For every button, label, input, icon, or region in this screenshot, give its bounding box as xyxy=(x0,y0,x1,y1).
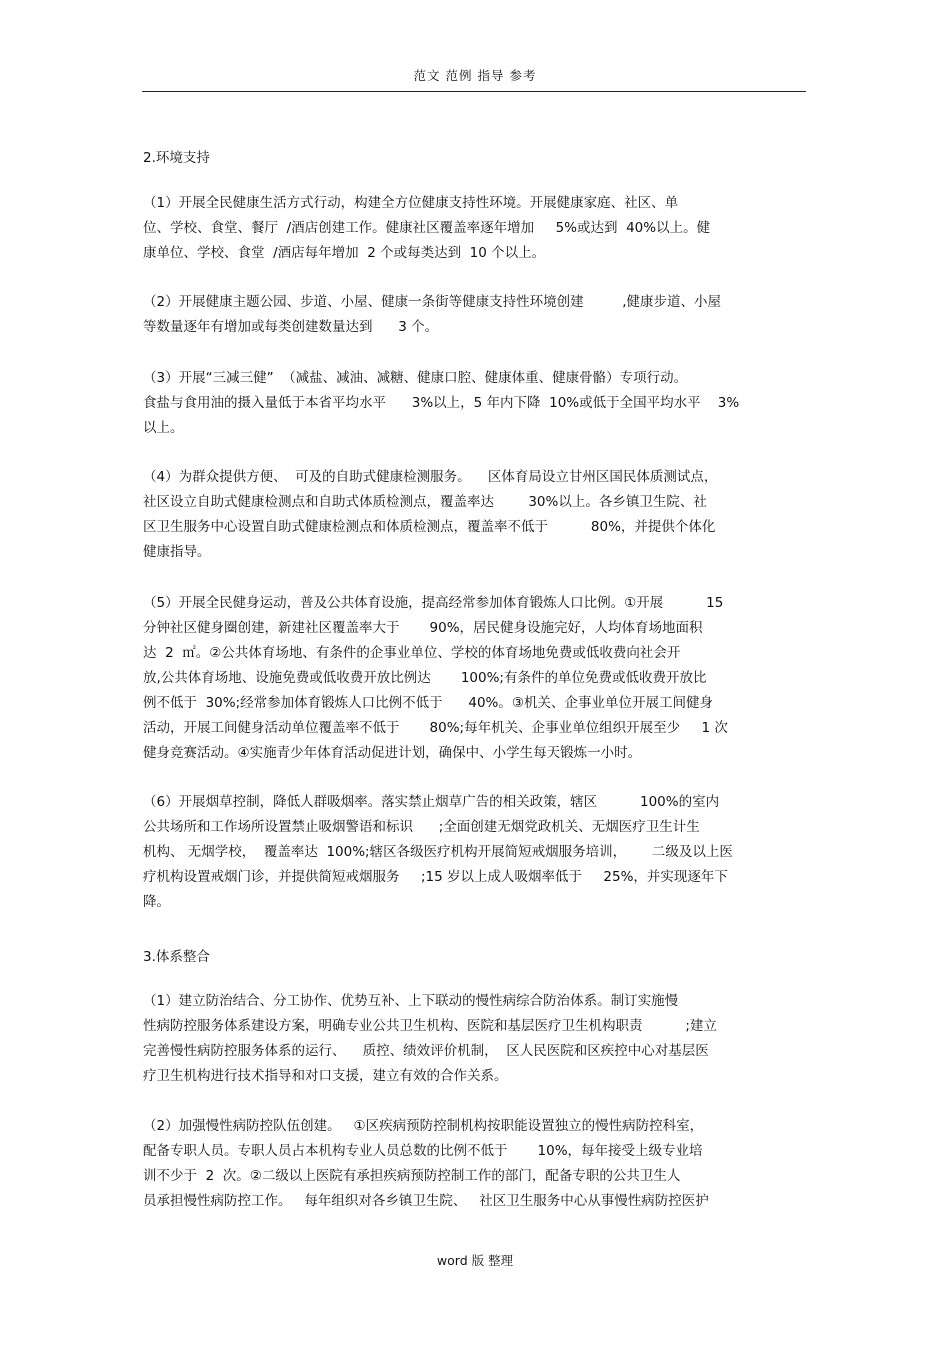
text-line: （5）开展全民健身运动，普及公共体育设施，提高经常参加体育锻炼人口比例。①开展 15 xyxy=(143,595,724,611)
text-line: 以上。 xyxy=(143,420,184,436)
text-line: 配备专职人员。专职人员占本机构专业人员总数的比例不低于 10%，每年接受上级专业培 xyxy=(143,1143,703,1159)
text-line: （6）开展烟草控制，降低人群吸烟率。落实禁止烟草广告的相关政策，辖区 100%的室内 xyxy=(143,794,720,810)
text-line: 分钟社区健身圈创建，新建社区覆盖率大于 90%，居民健身设施完好，人均体育场地面积 xyxy=(143,620,703,636)
text-line: 等数量逐年有增加或每类创建数量达到 3 个。 xyxy=(143,319,439,335)
header-rule xyxy=(142,91,806,92)
text-line: 区卫生服务中心设置自助式健康检测点和体质检测点，覆盖率不低于 80%，并提供个体化 xyxy=(143,519,716,535)
text-line: （1）建立防治结合、分工协作、优势互补、上下联动的慢性病综合防治体系。制订实施慢 xyxy=(143,993,679,1009)
text-line: 食盐与食用油的摄入量低于本省平均水平 3%以上，5 年内下降 10%或低于全国平均水平 3% xyxy=(143,395,740,411)
text-line: 活动，开展工间健身活动单位覆盖率不低于 80%;每年机关、企事业单位组织开展至少 1 次 xyxy=(143,720,728,736)
text-line: 健康指导。 xyxy=(143,544,211,560)
section-heading-environment: 2.环境支持 xyxy=(143,150,210,166)
text-line: 员承担慢性病防控工作。 每年组织对各乡镇卫生院、 社区卫生服务中心从事慢性病防控医护 xyxy=(143,1193,709,1209)
text-line: 机构、 无烟学校， 覆盖率达 100%;辖区各级医疗机构开展简短戒烟服务培训， 二级及以上医 xyxy=(143,844,733,860)
text-line: 训不少于 2 次。②二级以上医院有承担疾病预防控制工作的部门，配备专职的公共卫生人 xyxy=(143,1168,681,1184)
text-line: 疗机构设置戒烟门诊，并提供简短戒烟服务 ;15 岁以上成人吸烟率低于 25%，并实现逐年下 xyxy=(143,869,728,885)
page-footer: word 版 整理 xyxy=(436,1253,514,1268)
text-line: 疗卫生机构进行技术指导和对口支援，建立有效的合作关系。 xyxy=(143,1068,508,1084)
text-line: 完善慢性病防控服务体系的运行、 质控、绩效评价机制， 区人民医院和区疾控中心对基层医 xyxy=(143,1043,709,1059)
paragraph-env-6 xyxy=(143,790,733,915)
text-line: 性病防控服务体系建设方案，明确专业公共卫生机构、医院和基层医疗卫生机构职责 ;建立 xyxy=(143,1018,717,1034)
paragraph-env-4 xyxy=(143,465,717,565)
text-line: 放,公共体育场地、设施免费或低收费开放比例达 100%;有条件的单位免费或低收费开放比 xyxy=(143,670,707,686)
paragraph-env-1 xyxy=(143,191,710,266)
text-line: （4）为群众提供方便、 可及的自助式健康检测服务。 区体育局设立甘州区国民体质测试点， xyxy=(143,469,718,485)
text-line: 位、学校、食堂、餐厅 /酒店创建工作。健康社区覆盖率逐年增加 5%或达到 40%以上。健 xyxy=(143,220,711,236)
paragraph-env-3 xyxy=(143,366,739,441)
page-header: 范文 范例 指导 参考 xyxy=(413,68,537,83)
text-line: 健身竞赛活动。④实施青少年体育活动促进计划，确保中、小学生每天锻炼一小时。 xyxy=(143,745,642,761)
paragraph-sys-1 xyxy=(143,989,717,1089)
section-heading-system: 3.体系整合 xyxy=(143,949,210,965)
text-line: 达 2 ㎡。②公共体育场地、有条件的企事业单位、学校的体育场地免费或低收费向社会开 xyxy=(143,645,681,661)
text-line: 降。 xyxy=(143,894,170,910)
paragraph-env-2 xyxy=(143,290,721,340)
paragraph-sys-2 xyxy=(143,1114,709,1214)
paragraph-env-5 xyxy=(143,591,728,766)
text-line: 康单位、学校、食堂 /酒店每年增加 2 个或每类达到 10 个以上。 xyxy=(143,245,546,261)
text-line: （1）开展全民健康生活方式行动，构建全方位健康支持性环境。开展健康家庭、社区、单 xyxy=(143,195,679,211)
text-line: （3）开展“三减三健” （减盐、减油、减糖、健康口腔、健康体重、健康骨骼）专项行动。 xyxy=(143,370,688,386)
text-line: 例不低于 30%;经常参加体育锻炼人口比例不低于 40%。③机关、企事业单位开展工间健身 xyxy=(143,695,713,711)
text-line: （2）加强慢性病防控队伍创建。 ①区疾病预防控制机构按职能设置独立的慢性病防控科室， xyxy=(143,1118,704,1134)
text-line: 社区设立自助式健康检测点和自助式体质检测点，覆盖率达 30%以上。各乡镇卫生院、社 xyxy=(143,494,707,510)
text-line: 公共场所和工作场所设置禁止吸烟警语和标识 ;全面创建无烟党政机关、无烟医疗卫生计生 xyxy=(143,819,700,835)
text-line: （2）开展健康主题公园、步道、小屋、健康一条街等健康支持性环境创建 ,健康步道、小屋 xyxy=(143,294,722,310)
